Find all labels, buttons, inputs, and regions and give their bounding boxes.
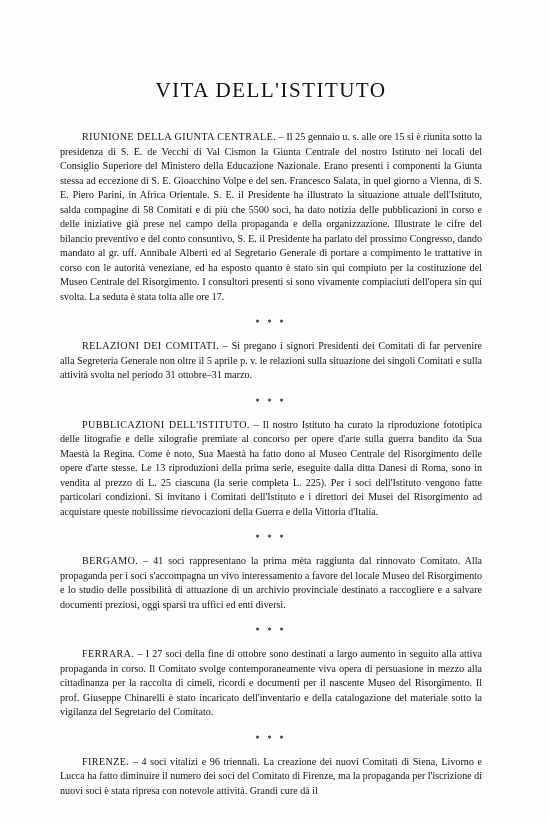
section-body: – Il 25 gennaio u. s. alle ore 15 si è riunita sotto la presidenza di S. E. de Vecchi di Val Cismon la Giunta Centrale del nostro Istituto nei locali del Consiglio Superiore del Ministero della Educazione Nazionale. Erano presenti i componenti la Giunta stessa ad eccezione di S. E. Gioacchino Volpe e del sen. Francesco Salata, in quel giorno a Vienna, di S. E. Piero Parini, in Africa Orientale. S. E. il Presidente ha illustrato la situazione attuale dell'Istituto, salda compagine di 58 Comitati e di più che 5500 soci, ha dato notizia delle pubblicazioni in corso e delle iniziative già prese nel campo della propaganda e della organizzazione. Illustrate le cifre del bilancio preventivo e del conto consuntivo, S. E. il Presidente ha parlato del prossimo Congresso, dando mandato al gr. uff. Annibale Alberti ed al Segretario Generale di portare a compimento le trattative in corso con le autorità veneziane, ed ha esposto quanto è stato sin qui compiuto per la costituzione del Museo Centrale del Risorgimento. I consultori presenti si sono vivamente compiaciuti dell'opera sin qui svolta. La seduta è stata tolta alle ore 17.	[60, 132, 482, 303]
page-title: VITA DELL'ISTITUTO	[155, 78, 387, 102]
section-heading: RIUNIONE DELLA GIUNTA CENTRALE.	[82, 132, 277, 143]
news-sections	[60, 131, 482, 799]
section-heading: PUBBLICAZIONI DELL'ISTITUTO.	[82, 419, 250, 431]
section-body: – 4 soci vitalizi e 96 triennali. La creazione dei nuovi Comitati di Siena, Livorno e Lucca ha fatto diminuire il numero dei soci del Comitato di Firenze, ma la propaganda per l'iscrizione di nuovi soci è stata ripresa con notevole attività. Grandi cure dà il	[60, 756, 482, 797]
section-body: – I 27 soci della fine di ottobre sono destinati a largo aumento in seguito alla attiva propaganda in corso. Il Comitato svolge contemporaneamente viva opera di persuasione in mezzo alla cittadinanza per la raccolta di cimeli, ricordi e documenti per il nascente Museo del Risorgimento. Il prof. Giuseppe Chinarelli è stato incaricato dell'inventario e della catalogazione del materiale sotto la vigilanza del Segretario del Comitato.	[60, 649, 482, 718]
section-heading: BERGAMO.	[82, 556, 139, 567]
section-giunta-centrale	[60, 131, 482, 305]
section-relazioni-comitati	[60, 340, 482, 384]
section-heading: FIRENZE.	[82, 756, 130, 768]
section-separator: * * *	[255, 626, 287, 635]
section-body: – 41 soci rappresentano la prima mèta raggiunta dal rinnovato Comitato. Alla propaganda per i soci s'accompagna un vivo interessamento a favore del locale Museo del Risorgimento e lo studio delle possibilità di attuazione di un archivio provinciale destinato a raccogliere e a salvare documenti preziosi, oggi sparsi tra uffici ed enti diversi.	[60, 556, 482, 611]
section-pubblicazioni	[60, 419, 482, 521]
section-separator: * * *	[255, 533, 287, 542]
section-body: – Il nostro Istituto ha curato la riproduzione fototipica delle litografie e delle xilografie premiate al concorso per opere d'arte sulla guerra bandito da Sua Maestà la Regina. Come è noto, Sua Maestà ha fatto dono al Museo Centrale del Risorgimento delle opere d'arte stesse. Le 13 riproduzioni della prima serie, eseguite dalla ditta Danesi di Roma, sono in vendita al prezzo di L. 25 ciascuna (la serie completa L. 225). Per i soci dell'Istituto vengono fatte particolari condizioni. Si invitano i Comitati dell'Istituto e i direttori dei Musei del Risorgimento ad acquistare queste nobilissime rievocazioni della Guerra e della Vittoria d'Italia.	[60, 419, 483, 518]
section-separator: * * *	[255, 733, 287, 743]
section-firenze	[60, 756, 482, 800]
section-heading: FERRARA.	[82, 649, 135, 660]
section-body: – Si pregano i signori Presidenti dei Comitati di far pervenire alla Segreteria Generale non oltre il 5 aprile p. v. le relazioni sulla situazione dei singoli Comitati e sulla attività svolta nel periodo 31 ottobre–31 marzo.	[60, 341, 482, 381]
section-heading: RELAZIONI DEI COMITATI.	[82, 341, 220, 352]
section-separator: * * *	[255, 396, 287, 406]
section-separator: * * *	[255, 318, 287, 327]
section-bergamo	[60, 555, 482, 613]
section-ferrara	[60, 648, 482, 721]
